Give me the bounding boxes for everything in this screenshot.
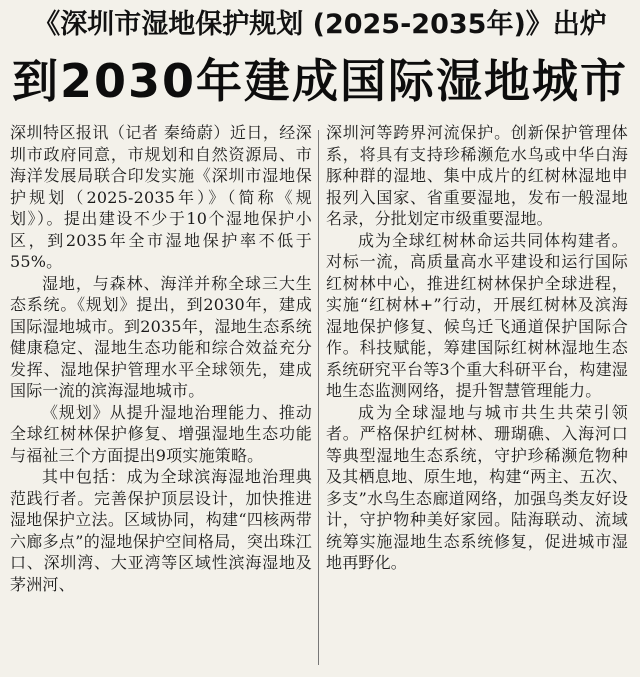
paragraph: 湿地，与森林、海洋并称全球三大生态系统。《规划》提出，到2030年，建成国际湿地城市。到2035年，湿地生态系统健康稳定、湿地生态功能和综合效益充分发挥、湿地保护管理水平全球领先，建成国际一流的滨海湿地城市。 [10, 273, 312, 400]
paragraph: 深圳河等跨界河流保护。创新保护管理体系，将具有支持珍稀濒危水鸟或中华白海豚种群的湿地、集中成片的红树林湿地申报列入国家、省重要湿地，发布一般湿地名录，分批划定市级重要湿地。 [326, 123, 628, 228]
paragraph: 《规划》从提升湿地治理能力、推动全球红树林保护修复、增强湿地生态功能与福祉三个方面提出9项实施策略。 [10, 402, 312, 465]
column-divider [318, 130, 319, 665]
article-headline: 到2030年建成国际湿地城市 [11, 54, 629, 108]
article-subtitle: 《深圳市湿地保护规划 (2025-2035年)》出炉 [33, 9, 607, 40]
paragraph: 深圳特区报讯（记者 秦绮蔚）近日，经深圳市政府同意，市规划和自然资源局、市海洋发展局联合印发实施《深圳市湿地保护规划（2025-2035年）》（简称《规划》）。提出建设不少于10个湿地保护小区，到2035年全市湿地保护率不低于55%。 [10, 123, 312, 271]
article-body [0, 122, 640, 677]
paragraph: 其中包括：成为全球滨海湿地治理典范践行者。完善保护顶层设计，加快推进湿地保护立法。区域协同，构建“四核两带六廊多点”的湿地保护空间格局，突出珠江口、深圳湾、大亚湾等区域性滨海湿地及茅洲河、 [10, 467, 312, 594]
paragraph: 成为全球红树林命运共同体构建者。对标一流，高质量高水平建设和运行国际红树林中心，推进红树林保护全球进程，实施“红树林+”行动，开展红树林及滨海湿地保护修复、候鸟迁飞通道保护国际合作。科技赋能，筹建国际红树林湿地生态系统研究平台等3个重大科研平台，构建湿地生态监测网络，提升智慧管理能力。 [326, 230, 628, 400]
paragraph: 成为全球湿地与城市共生共荣引领者。严格保护红树林、珊瑚礁、入海河口等典型湿地生态系统，守护珍稀濒危物种及其栖息地、原生地，构建“两主、五次、多支”水鸟生态廊道网络，加强鸟类友好设计，守护物种美好家园。陆海联动、流域统筹实施湿地生态系统修复，促进城市湿地再野化。 [326, 402, 628, 572]
right-column [326, 122, 628, 574]
left-column [10, 122, 312, 595]
